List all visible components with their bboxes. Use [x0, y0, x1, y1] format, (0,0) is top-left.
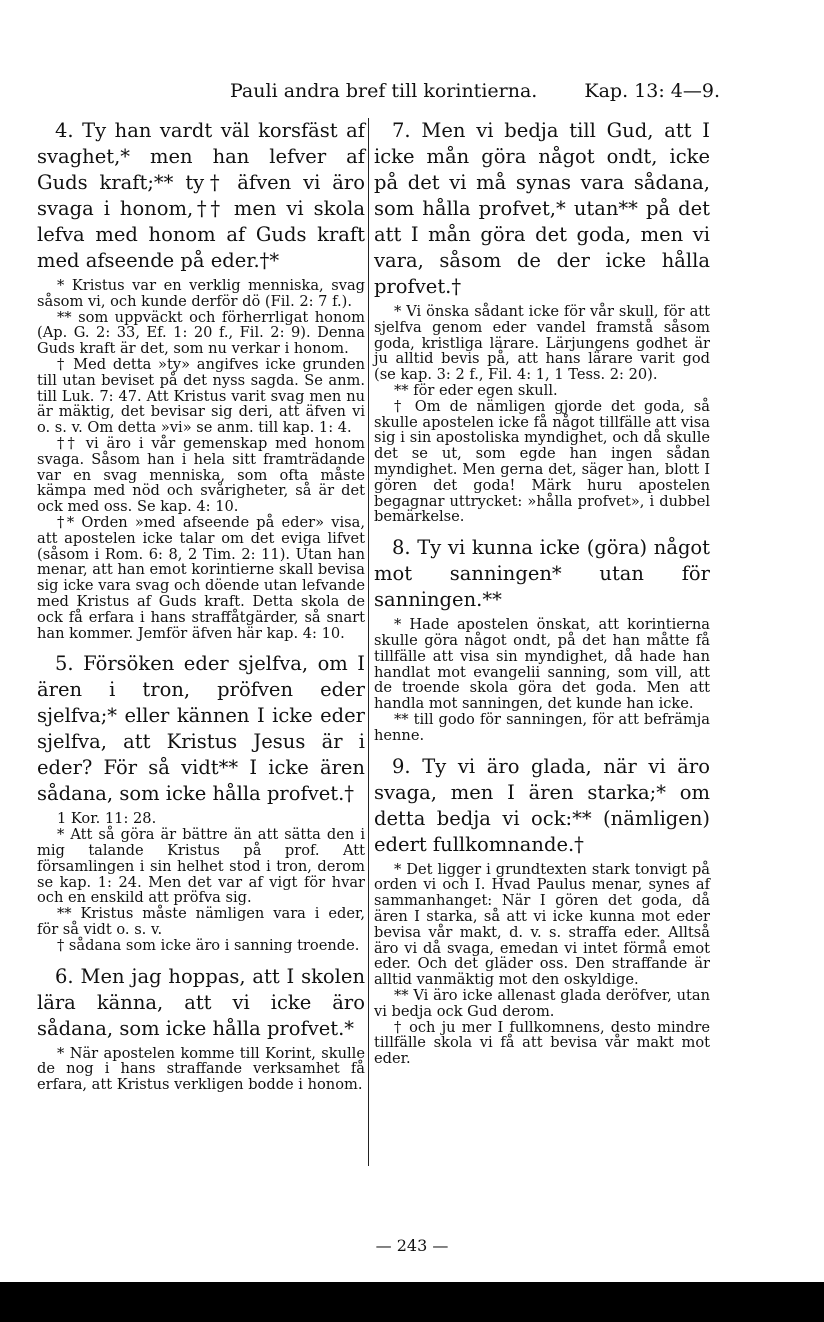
- verse-8: 8. Ty vi kunna icke (göra) något mot sanningen* utan för sanningen.**: [374, 536, 711, 612]
- footnote: * När apostelen komme till Korint, skulle de nog i hans straffande verksamhet få erfara, att Kristus verkligen bodde i honom.: [37, 1044, 365, 1094]
- running-header: [30, 80, 720, 110]
- footnote: ** för eder egen skull.: [394, 381, 558, 399]
- footnote: † Med detta »ty» angifves icke grunden till utan beviset på det nyss sagda. Se anm. till Luk. 7: 47. Att Kristus varit svag men nu är mäktig, det bevisar sig deri, att äfven vi o. s. v. Om detta »vi» se anm. till kap. 1: 4.: [37, 355, 365, 437]
- verse-6: 6. Men jag hoppas, att I skolen lära känna, att vi icke äro sådana, som icke hålla profvet.*: [37, 964, 365, 1040]
- header-title: Pauli andra bref till korintierna.: [230, 80, 538, 102]
- verse-5: 5. Försöken eder sjelfva, om I ären i tron, pröfven eder sjelfva;* eller kännen I icke eder sjelfva, att Kristus Jesus är i eder? För så vidt** I icke ären sådana, som icke hålla profvet.†: [37, 652, 365, 806]
- page-number: — 243 —: [375, 1236, 449, 1255]
- footnote: †* Orden »med afseende på eder» visa, att apostelen icke talar om det eviga lifvet (såsom i Rom. 6: 8, 2 Tim. 2: 11). Utan han menar, att han emot korintierne skall bevisa sig icke vara svag och döende utan lefvande med Kristus af Guds kraft. Detta skola de ock få erfara i hans straffåtgärder, så snart han kommer. Jemför äfven här kap. 4: 10.: [37, 513, 365, 642]
- left-column: [37, 118, 365, 1093]
- footnote: † sådana som icke äro i sanning troende.: [57, 936, 360, 954]
- footnote: * Kristus var en verklig menniska, svag såsom vi, och kunde derför dö (Fil. 2: 7 f.).: [37, 277, 365, 310]
- footnote: * Hade apostelen önskat, att korintierna skulle göra något ondt, på det han måtte få tillfälle att visa sin myndighet, då hade han handlat mot evangelii sanning, som vill, att de troende skola göra det goda. Men att handla mot sanningen, det kunde han icke.: [374, 616, 710, 713]
- verse-9: 9. Ty vi äro glada, när vi äro svaga, men I ären starka;* om detta bedja vi ock:** (nämligen) edert fullkomnande.†: [374, 754, 710, 856]
- footnote: ** Kristus måste nämligen vara i eder, för så vidt o. s. v.: [37, 905, 365, 938]
- verse-7: 7. Men vi bedja till Gud, att I icke mån göra något ondt, icke på det vi må synas vara sådana, som hålla profvet,* utan** på det att I mån göra det goda, men vi vara, såsom de der icke hålla profvet.†: [374, 119, 710, 298]
- footnote: * Vi önska sådant icke för vår skull, för att sjelfva genom eder vandel framstå såsom goda, kristliga lärare. Lärjungens godhet är ju alltid bevis på, att hans lärare varit god (se kap. 3: 2 f., Fil. 4: 1, 1 Tess. 2: 20).: [374, 303, 710, 384]
- footnote: * Att så göra är bättre än att sätta den i mig talande Kristus på prof. Att församlingen i sin helhet stod i tron, derom se kap. 1: 24. Men det var af vigt för hvar och en enskild att pröfva sig.: [37, 826, 365, 907]
- footnote: †† vi äro i vår gemenskap med honom svaga. Såsom han i hela sitt framträdande var en svag menniska, som ofta måste kämpa med nöd och svårigheter, så är det ock med oss. Se kap. 4: 10.: [37, 434, 365, 516]
- footnote: ** till godo för sanningen, för att befrämja henne.: [374, 710, 710, 744]
- verse-4: 4. Ty han vardt väl korsfäst af svaghet,* men han lefver af Guds kraft;** ty† äfven vi äro svaga i honom,†† men vi skola lefva med honom af Guds kraft med afseende på eder.†*: [37, 119, 365, 272]
- footnote: * Det ligger i grundtexten stark tonvigt på orden vi och I. Hvad Paulus menar, synes af sammanhanget: När I gören det goda, då ären I starka, så att vi icke kunna mot eder bevisa vår makt, d. v. s. straffa eder. Alltså äro vi då svaga, emedan vi intet förmå emot eder. Och det gläder oss. Den straffande är alltid vanmäktig mot den oskyldige.: [374, 860, 710, 989]
- footnote: † Om de nämligen gjorde det goda, så skulle apostelen icke få något tillfälle att visa sig i sin apostoliska myndighet, och då skulle det se ut, som egde han ingen sådan myndighet. Men gerna det, säger han, blott I gören det goda! Märk huru apostelen begagnar uttrycket: »hålla profvet», i dubbel bemärkelse.: [374, 397, 710, 526]
- footnote: † och ju mer I fullkomnens, desto mindre tillfälle skola vi få att bevisa vår makt mot eder.: [374, 1018, 710, 1068]
- right-column: [374, 118, 710, 1067]
- cross-reference: 1 Kor. 11: 28.: [57, 810, 157, 828]
- header-chapter: Kap. 13: 4—9.: [584, 80, 720, 102]
- footnote: ** som uppväckt och förherrligat honom (Ap. G. 2: 33, Ef. 1: 20 f., Fil. 2: 9). Denna Guds kraft är det, som nu verkar i honom.: [37, 308, 365, 358]
- footnote: ** Vi äro icke allenast glada deröfver, utan vi bedja ock Gud derom.: [374, 986, 710, 1020]
- column-divider: [368, 118, 369, 1166]
